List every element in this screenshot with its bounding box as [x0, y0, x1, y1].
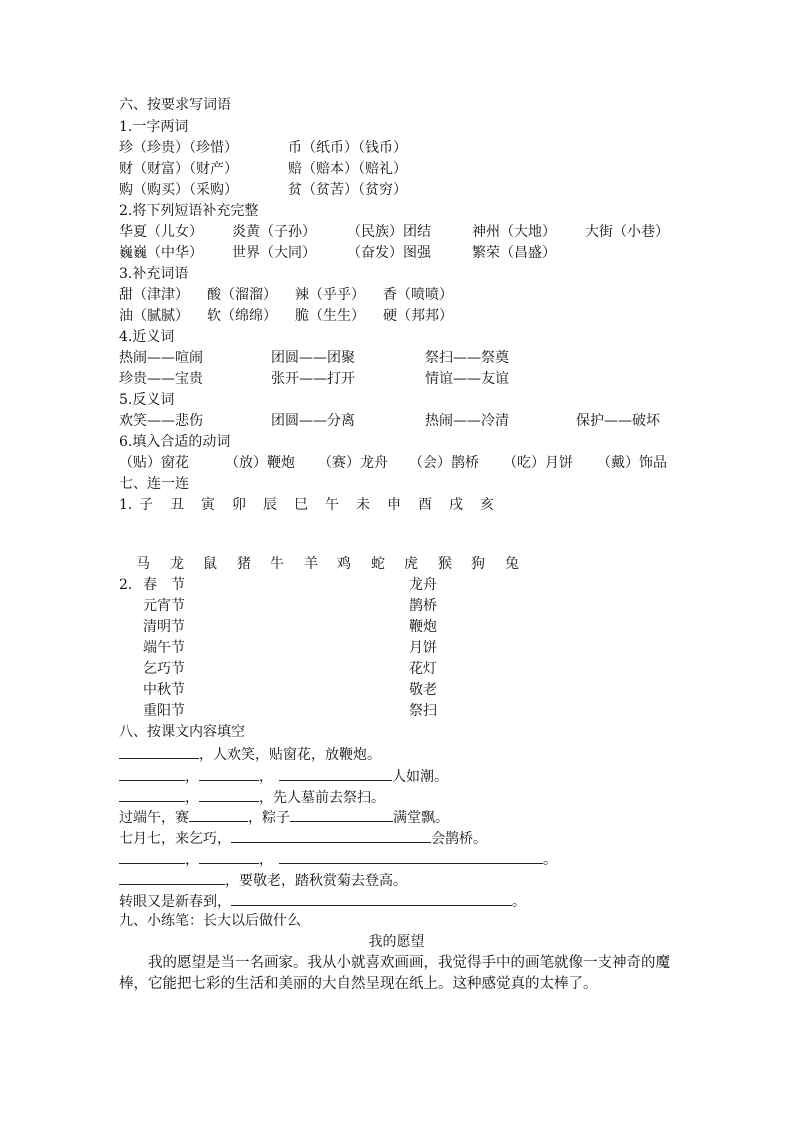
- section-7-title: 七、连一连: [119, 476, 189, 492]
- q2-item: 炎黄（子孙）: [232, 224, 316, 240]
- fill-text: 满堂飘。: [393, 810, 449, 826]
- answer-blank[interactable]: [199, 765, 259, 781]
- q4-item: 珍贵——宝贵: [119, 371, 203, 387]
- q2-item: 世界（大同）: [232, 245, 316, 261]
- festival-item: 端午节: [143, 640, 185, 656]
- fill-text: 会鹊桥。: [431, 831, 487, 847]
- q3-item: 脆（生生）: [295, 308, 365, 324]
- q3-item: 软（绵绵）: [207, 308, 277, 324]
- fill-line-2: [119, 765, 448, 788]
- answer-blank[interactable]: [290, 806, 393, 822]
- q4-item: 团圆——团聚: [271, 350, 355, 366]
- branch-item: 未: [356, 497, 370, 513]
- festival-item: 清明节: [143, 619, 185, 635]
- animal-item: 牛: [270, 556, 284, 572]
- animal-item: 龙: [170, 556, 184, 572]
- q5-item: 热闹——冷清: [425, 413, 509, 429]
- fill-text: ，: [185, 790, 199, 806]
- fill-line-1: [119, 743, 381, 766]
- q1-item: 购（购买）（采购）: [119, 182, 238, 198]
- branch-item: 戌: [449, 497, 463, 513]
- q1-item: 珍（珍贵）（珍惜）: [119, 140, 238, 156]
- fill-text: ，: [185, 769, 199, 785]
- q6-item: （贴）窗花: [119, 455, 189, 471]
- q4-item: 情谊——友谊: [425, 371, 509, 387]
- branch-item: 寅: [201, 497, 215, 513]
- q6-item: （吃）月饼: [503, 455, 573, 471]
- q2-item: （奋发）图强: [347, 245, 431, 261]
- branch-item: 申: [387, 497, 401, 513]
- q2-title: 2.将下列短语补充完整: [119, 203, 259, 219]
- branch-item: 午: [325, 497, 339, 513]
- answer-blank[interactable]: [119, 869, 225, 885]
- q2-item: 繁荣（昌盛）: [472, 245, 556, 261]
- fill-text: ，: [259, 769, 273, 785]
- fill-text: ，要敬老，踏秋赏菊去登高。: [225, 873, 407, 889]
- q4-item: 张开——打开: [271, 371, 355, 387]
- q5-title: 5.反义词: [119, 392, 175, 408]
- branch-item: 亥: [480, 497, 494, 513]
- q3-item: 香（喷喷）: [383, 287, 453, 303]
- section-6-title: 六、按要求写词语: [119, 97, 231, 113]
- fill-text: ，: [185, 852, 199, 868]
- q2-item: 巍巍（中华）: [119, 245, 203, 261]
- animal-item: 羊: [304, 556, 318, 572]
- answer-blank[interactable]: [119, 848, 185, 864]
- fill-text: 过端午，赛: [119, 810, 189, 826]
- answer-blank[interactable]: [189, 806, 248, 822]
- festival-item: 中秋节: [143, 682, 185, 698]
- fill-text: 转眼又是新春到，: [119, 894, 231, 910]
- fill-text: 人如潮。: [392, 769, 448, 785]
- branch-item: 丑: [170, 497, 184, 513]
- custom-item: 花灯: [409, 661, 437, 677]
- q4-item: 祭扫——祭奠: [425, 350, 509, 366]
- fill-text: ，: [259, 852, 273, 868]
- q1-item: 贫（贫苦）（贫穷）: [288, 182, 407, 198]
- animal-item: 马: [136, 556, 150, 572]
- q2-item: 大街（小巷）: [585, 224, 669, 240]
- animal-item: 猪: [237, 556, 251, 572]
- q3-item: 硬（邦邦）: [383, 308, 453, 324]
- q3-item: 油（腻腻）: [119, 308, 189, 324]
- answer-blank[interactable]: [279, 765, 392, 781]
- fill-line-8: [119, 890, 526, 913]
- custom-item: 鞭炮: [409, 619, 437, 635]
- section-8-title: 八、按课文内容填空: [119, 724, 245, 740]
- q6-title: 6.填入合适的动词: [119, 434, 231, 450]
- q1-item: 币（纸币）（钱币）: [288, 140, 407, 156]
- fill-text: 。: [543, 852, 557, 868]
- answer-blank[interactable]: [231, 827, 431, 843]
- fill-text: 。: [512, 894, 526, 910]
- q5-item: 保护——破坏: [576, 413, 660, 429]
- q2-item: 华夏（儿女）: [119, 224, 203, 240]
- q6-item: （会）鹊桥: [409, 455, 479, 471]
- q4-item: 热闹——喧闹: [119, 350, 203, 366]
- fill-text: 七月七，来乞巧，: [119, 831, 231, 847]
- answer-blank[interactable]: [199, 786, 259, 802]
- fill-line-4: [119, 806, 449, 829]
- fill-text: ，先人墓前去祭扫。: [259, 790, 385, 806]
- q3-title: 3.补充词语: [119, 266, 189, 282]
- q3-item: 酸（溜溜）: [207, 287, 277, 303]
- q1-row-3: [119, 180, 407, 201]
- q1-label: 1.: [119, 497, 133, 513]
- fill-line-6: [119, 848, 557, 871]
- section-9-title: 九、小练笔：长大以后做什么: [119, 913, 301, 929]
- branch-item: 辰: [263, 497, 277, 513]
- answer-blank[interactable]: [279, 848, 543, 864]
- animal-item: 兔: [505, 556, 519, 572]
- q2-item: 神州（大地）: [472, 224, 556, 240]
- answer-blank[interactable]: [119, 743, 199, 759]
- custom-item: 敬老: [409, 682, 437, 698]
- animal-item: 鸡: [337, 556, 351, 572]
- custom-item: 龙舟: [409, 577, 437, 593]
- festival-item: 元宵节: [143, 598, 185, 614]
- custom-item: 祭扫: [409, 703, 437, 719]
- q5-item: 团圆——分离: [271, 413, 355, 429]
- fill-text: ，粽子: [248, 810, 290, 826]
- q1-row-1: [119, 138, 407, 159]
- q2-label: 2.: [119, 577, 133, 593]
- answer-blank[interactable]: [199, 848, 259, 864]
- animal-item: 虎: [404, 556, 418, 572]
- festival-item: 春 节: [143, 577, 185, 593]
- branch-item: 巳: [294, 497, 308, 513]
- q6-item: （赛）龙舟: [318, 455, 388, 471]
- q2-item: （民族）团结: [347, 224, 431, 240]
- q6-item: （放）鞭炮: [225, 455, 295, 471]
- custom-item: 鹊桥: [409, 598, 437, 614]
- q1-title: 1.一字两词: [119, 119, 189, 135]
- q1-item: 财（财富）（财产）: [119, 161, 238, 177]
- branch-item: 子: [139, 497, 153, 513]
- animal-item: 狗: [471, 556, 485, 572]
- q1-row-2: [119, 159, 407, 180]
- answer-blank[interactable]: [119, 765, 185, 781]
- q4-title: 4.近义词: [119, 329, 175, 345]
- q6-item: （戴）饰品: [597, 455, 667, 471]
- answer-blank[interactable]: [119, 786, 185, 802]
- q3-item: 辣（乎乎）: [295, 287, 365, 303]
- festival-item: 重阳节: [143, 703, 185, 719]
- q1-item: 赔（赔本）（赔礼）: [288, 161, 407, 177]
- essay-title: 我的愿望: [368, 934, 425, 950]
- animal-item: 猴: [438, 556, 452, 572]
- fill-line-5: [119, 827, 487, 850]
- q5-item: 欢笑——悲伤: [119, 413, 203, 429]
- animal-item: 蛇: [371, 556, 385, 572]
- answer-blank[interactable]: [231, 890, 512, 906]
- fill-line-7: [119, 869, 407, 892]
- branch-item: 酉: [418, 497, 432, 513]
- branch-item: 卯: [232, 497, 246, 513]
- custom-item: 月饼: [409, 640, 437, 656]
- q3-item: 甜（津津）: [119, 287, 189, 303]
- essay-body: 我的愿望是当一名画家。我从小就喜欢画画，我觉得手中的画笔就像一支神奇的魔棒，它能把七彩的生活和美丽的大自然呈现在纸上。这种感觉真的太棒了。: [119, 955, 670, 992]
- festival-item: 乞巧节: [143, 661, 185, 677]
- fill-text: ，人欢笑，贴窗花，放鞭炮。: [199, 747, 381, 763]
- animal-item: 鼠: [203, 556, 217, 572]
